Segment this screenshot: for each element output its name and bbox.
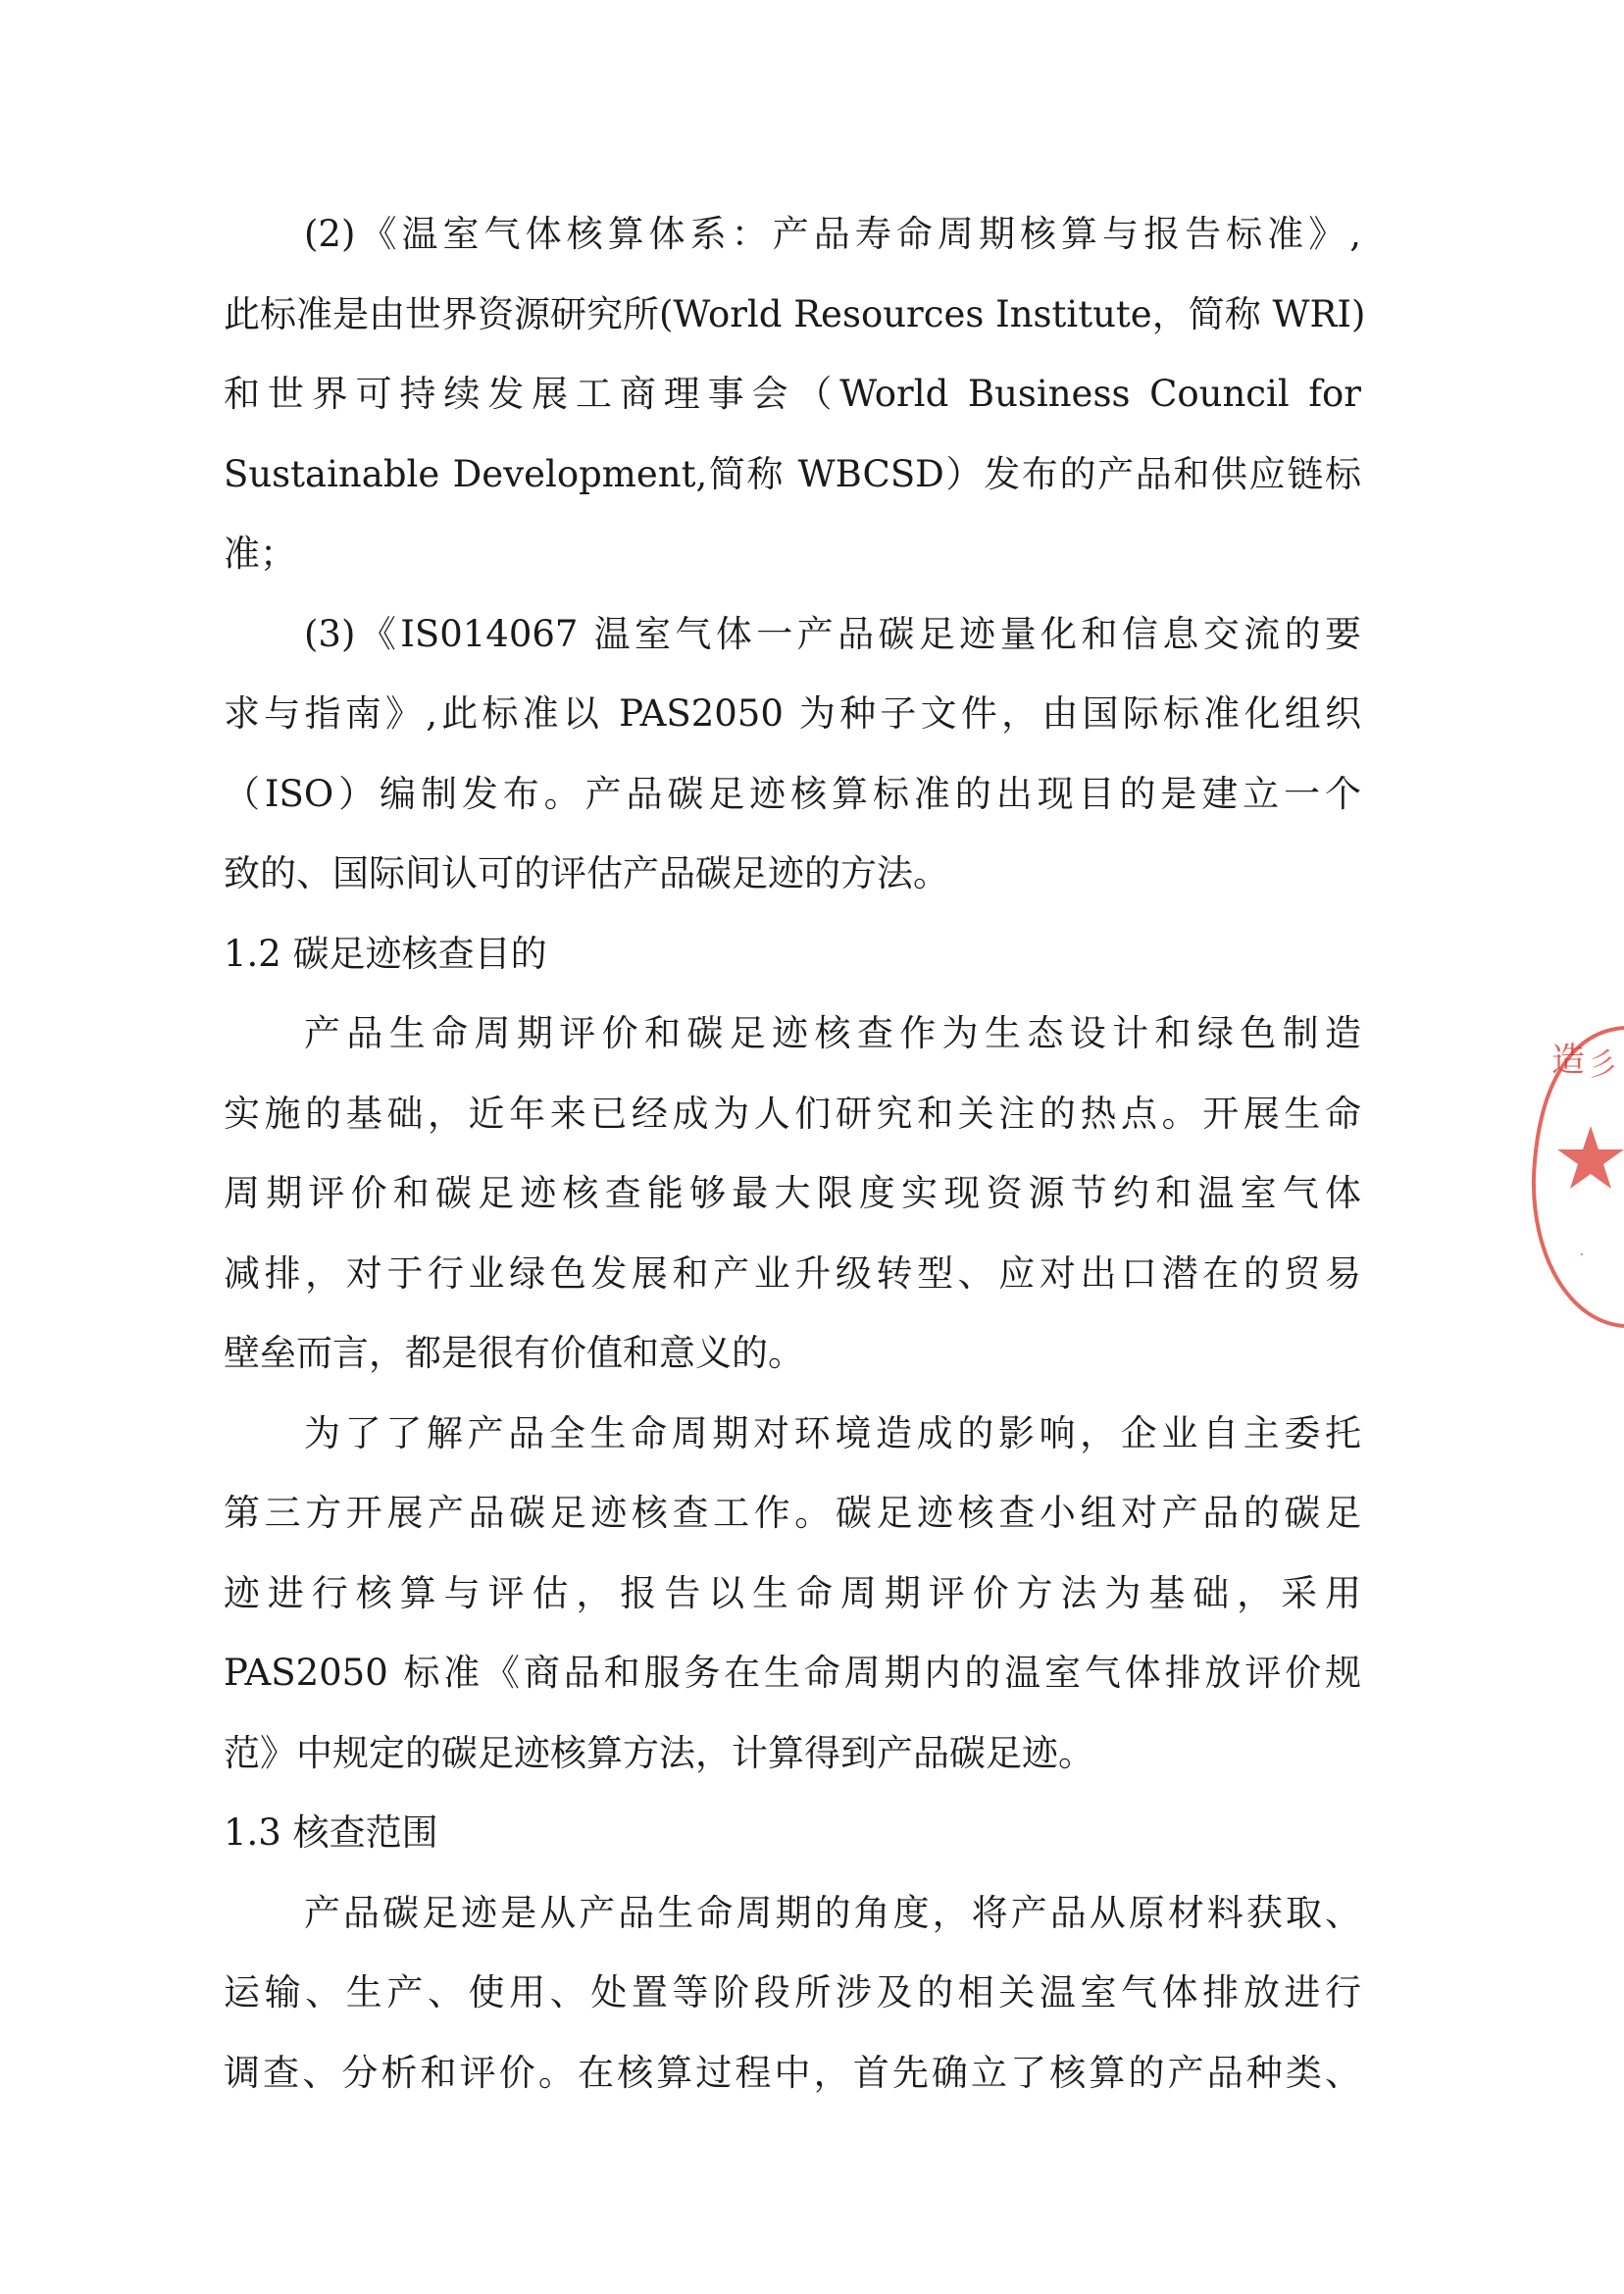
paragraph-standard-3 [224,594,1361,914]
document-body [224,194,1366,2113]
paragraph-scope [224,1873,1361,2114]
text-line: 致的、国际间认可的评估产品碳足迹的方法。 [224,852,949,894]
text-line: 实施的基础，近年来已经成为人们研究和关注的热点。开展生命 [224,1092,1361,1135]
section-heading-1-3: 1.3 核查范围 [224,1811,438,1854]
text-line: 壁垒而言，都是很有价值和意义的。 [224,1332,804,1374]
paragraph-verification [224,1394,1361,1794]
text-line: (3)《IS014067 温室气体一产品碳足迹量化和信息交流的要 [304,612,1361,655]
text-line: 产品碳足迹是从产品生命周期的角度，将产品从原材料获取、 [304,1891,1361,1934]
text-line: 调查、分析和评价。在核算过程中，首先确立了核算的产品种类、 [224,2051,1361,2094]
red-seal-stamp [1530,1010,1624,1344]
text-line: 减排，对于行业绿色发展和产业升级转型、应对出口潜在的贸易 [224,1251,1361,1295]
text-line: 范》中规定的碳足迹核算方法，计算得到产品碳足迹。 [224,1731,1094,1774]
text-line: 为了了解产品全生命周期对环境造成的影响，企业自主委托 [304,1411,1361,1454]
paragraph-purpose [224,994,1361,1394]
text-line: Sustainable Development,简称 WBCSD）发布的产品和供应链标 [224,452,1361,495]
text-line: PAS2050 标准《商品和服务在生命周期内的温室气体排放评价规 [224,1652,1361,1694]
text-line: 运输、生产、使用、处置等阶段所涉及的相关温室气体排放进行 [224,1971,1361,2014]
text-line: 和世界可持续发展工商理事会（World Business Council for [224,373,1361,415]
text-line: 周期评价和碳足迹核查能够最大限度实现资源节约和温室气体 [224,1172,1361,1214]
text-line: 求与指南》,此标准以 PAS2050 为种子文件，由国际标准化组织 [224,692,1361,735]
paragraph-standard-2 [224,194,1366,594]
text-line: 准； [224,533,296,575]
text-line: 第三方开展产品碳足迹核查工作。碳足迹核查小组对产品的碳足 [224,1492,1361,1534]
svg-text:造: 造 [1551,1041,1585,1080]
section-heading-1-2: 1.2 碳足迹核查目的 [224,932,547,975]
svg-text:.: . [1579,1240,1585,1260]
text-line: 此标准是由世界资源研究所(World Resources Institute，简称 WRI) [224,292,1366,335]
svg-text:彡: 彡 [1587,1045,1619,1083]
text-line: 迹进行核算与评估，报告以生命周期评价方法为基础，采用 [224,1571,1361,1614]
text-line: (2)《温室气体核算体系：产品寿命周期核算与报告标准》, [304,213,1361,255]
text-line: （ISO）编制发布。产品碳足迹核算标准的出现目的是建立一个 [224,772,1361,815]
text-line: 产品生命周期评价和碳足迹核查作为生态设计和绿色制造 [304,1012,1361,1054]
